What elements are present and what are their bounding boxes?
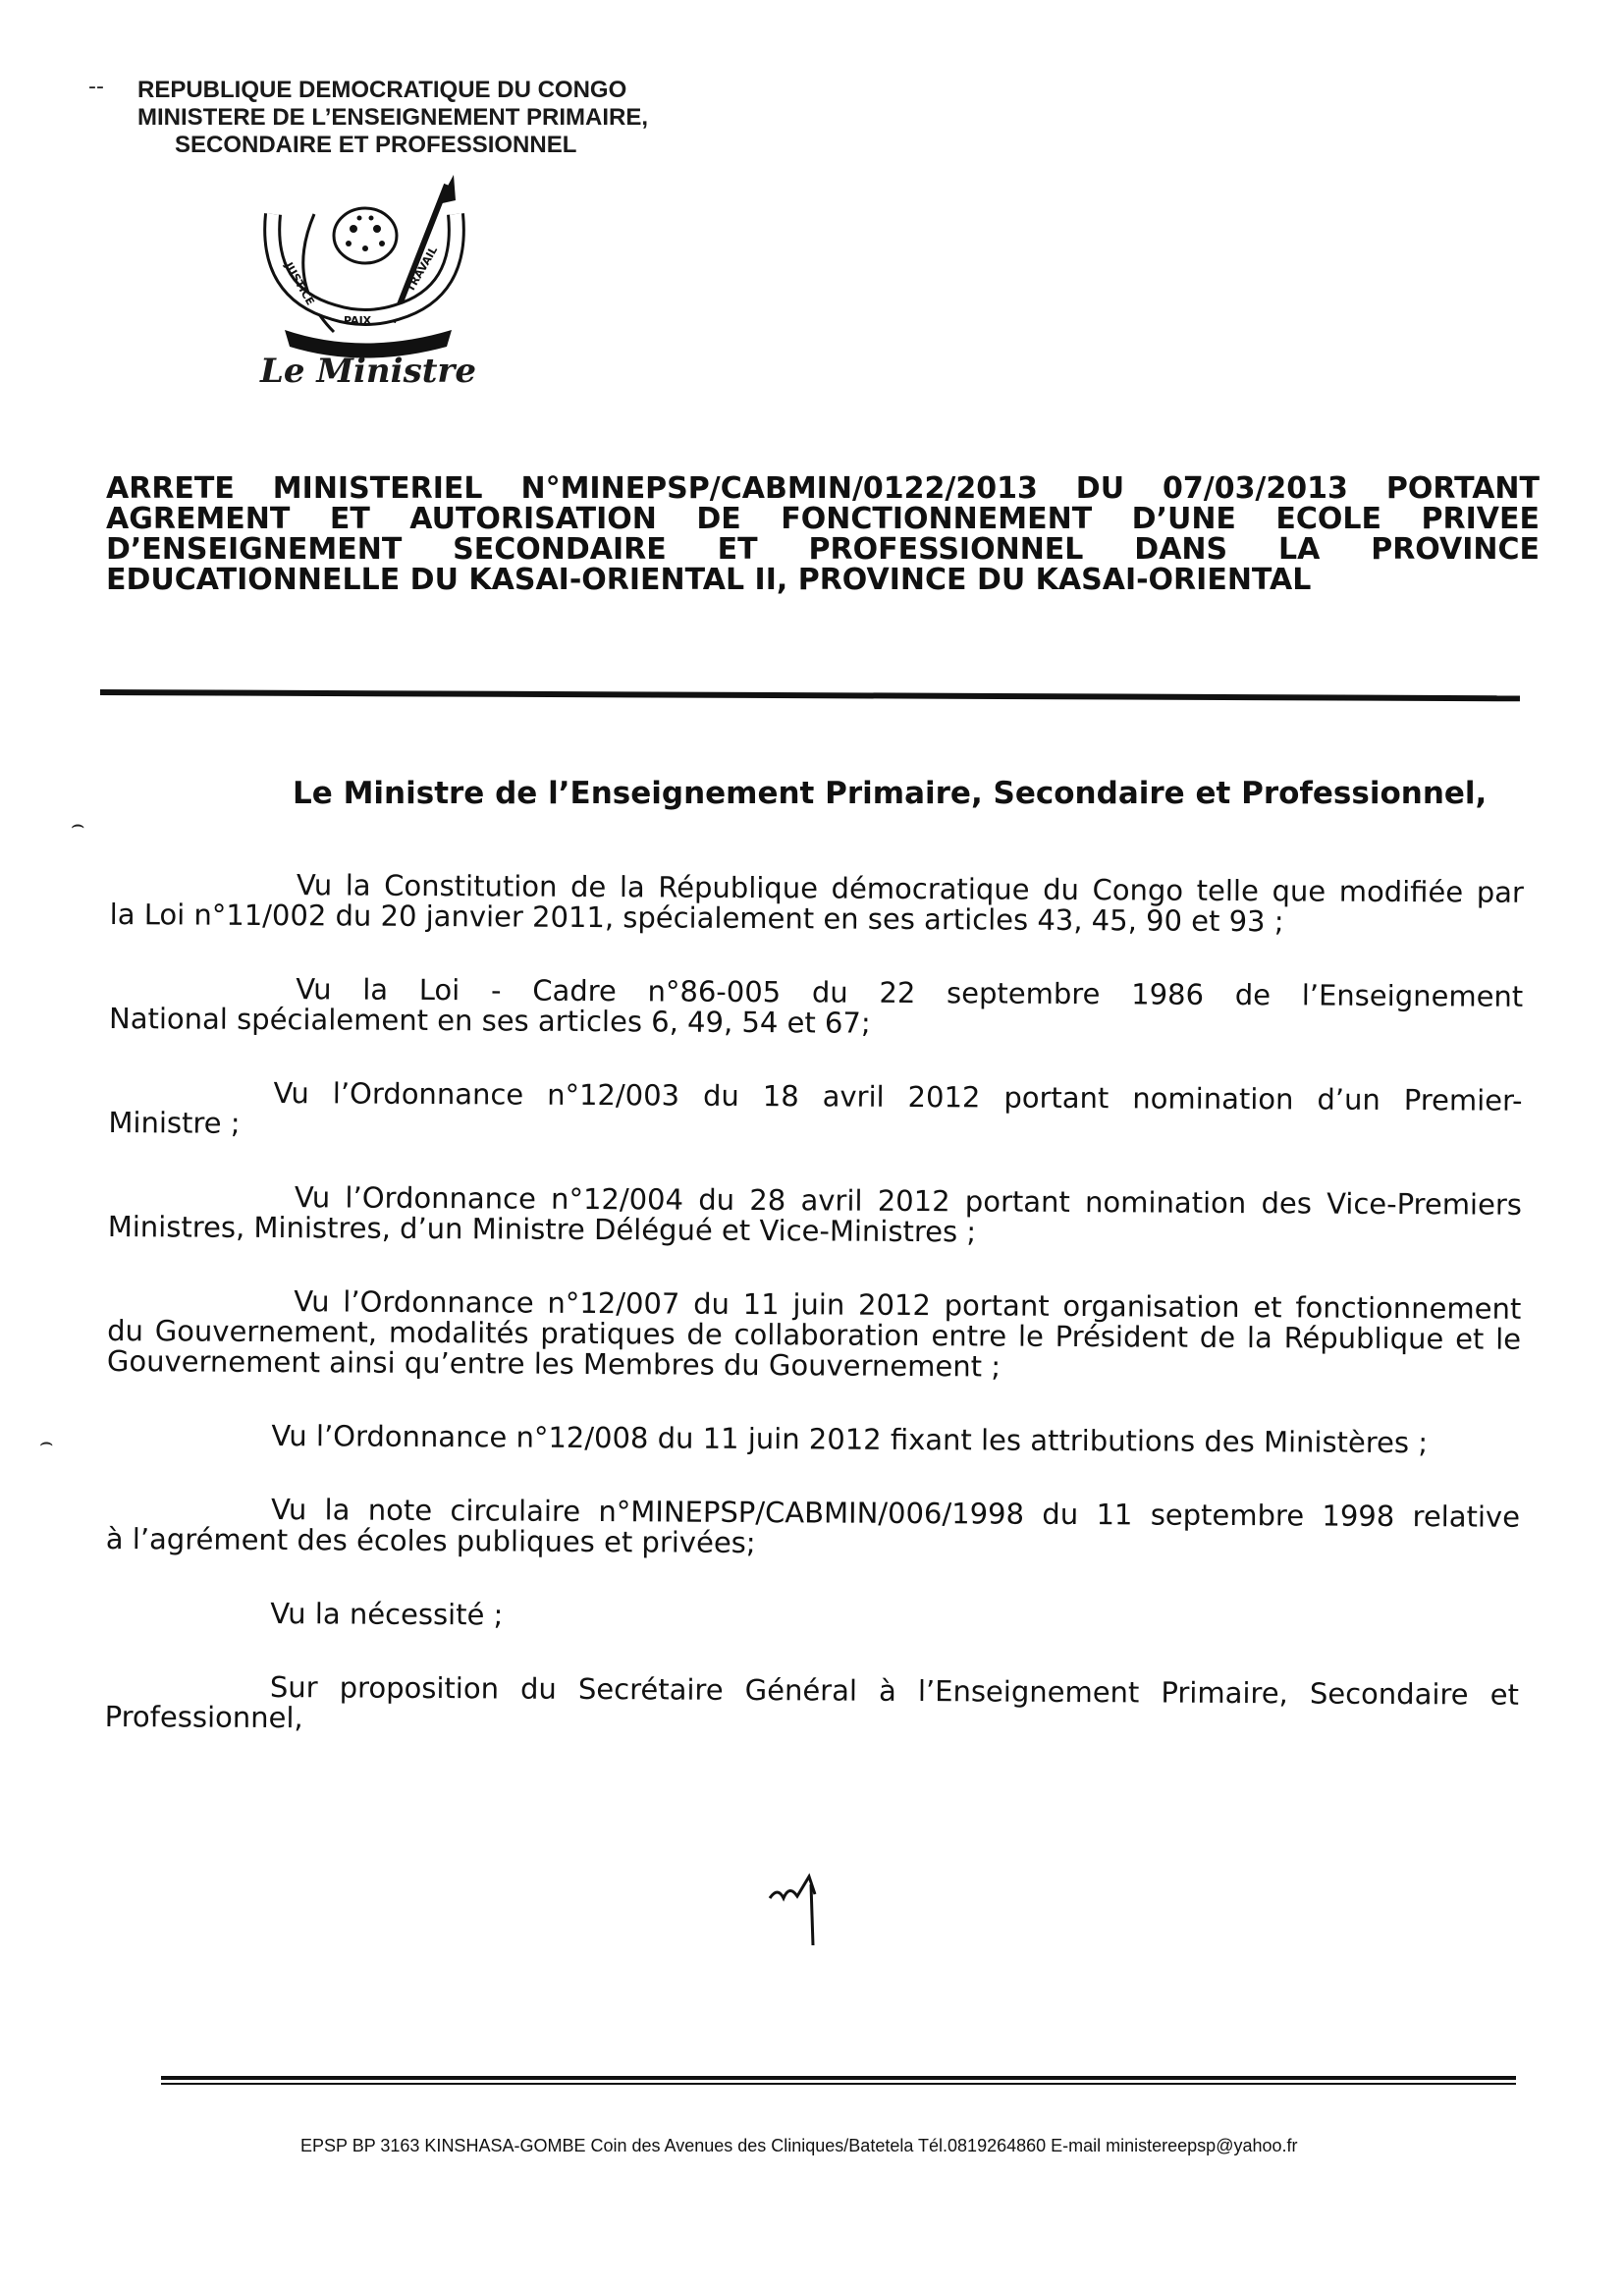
paragraph-line: Ministres, Ministres, d’un Ministre Délégué et Vice-Ministres ; <box>107 1209 977 1249</box>
decree-title-line-1: ARRETE MINISTERIEL N°MINEPSP/CABMIN/0122/2013 DU 07/03/2013 PORTANT <box>106 471 1540 506</box>
paragraph-line: Gouvernement ainsi qu’entre les Membres du Gouvernement ; <box>106 1343 1001 1384</box>
minister-signature-block: Le Ministre <box>260 352 476 391</box>
preamble-paragraph <box>108 1077 1522 1147</box>
scan-mark: ⌢ <box>71 813 85 838</box>
paragraph-line: National spécialement en ses articles 6, 49, 54 et 67; <box>108 1001 871 1040</box>
decree-title-line-4: EDUCATIONNELLE DU KASAI-ORIENTAL II, PROVINCE DU KASAI-ORIENTAL <box>106 563 1312 597</box>
letterhead-line-2: MINISTERE DE L’ENSEIGNEMENT PRIMAIRE, <box>137 104 649 131</box>
preamble-paragraph <box>105 1598 1519 1637</box>
letterhead-line-3: SECONDAIRE ET PROFESSIONNEL <box>175 132 577 158</box>
preamble-paragraph <box>107 1285 1522 1386</box>
paragraph-line: Vu l’Ordonnance n°12/003 du 18 avril 2012 portant nomination d’un Premier- <box>273 1076 1523 1117</box>
letterhead <box>137 77 648 159</box>
decree-title-line-2: AGREMENT ET AUTORISATION DE FONCTIONNEMENT D’UNE ECOLE PRIVEE <box>106 502 1540 536</box>
paragraph-line: Vu la nécessité ; <box>270 1597 504 1632</box>
preamble-paragraph <box>106 1494 1520 1563</box>
paragraph-line: Sur proposition du Secrétaire Général à l’Enseignement Primaire, Secondaire et <box>269 1670 1519 1712</box>
paragraph-line: la Loi n°11/002 du 20 janvier 2011, spécialement en ses articles 43, 45, 90 et 93 ; <box>109 897 1284 939</box>
preamble-body <box>104 869 1524 1784</box>
footer-divider <box>161 2076 1516 2080</box>
preamble-paragraph <box>110 869 1524 939</box>
paragraph-line: à l’agrément des écoles publiques et privées; <box>105 1521 756 1560</box>
preamble-paragraph <box>109 973 1523 1043</box>
preamble-paragraph <box>106 1420 1520 1459</box>
minister-heading: Le Ministre de l’Enseignement Primaire, Secondaire et Professionnel, <box>293 776 1488 811</box>
footer-contact: EPSP BP 3163 KINSHASA-GOMBE Coin des Avenues des Cliniques/Batetela Tél.0819264860 E-mail ministereepsp@yahoo.fr <box>300 2136 1298 2155</box>
paragraph-line: Professionnel, <box>104 1699 303 1735</box>
decree-title-line-3: D’ENSEIGNEMENT SECONDAIRE ET PROFESSIONNEL DANS LA PROVINCE <box>106 532 1540 567</box>
footer-divider <box>161 2083 1516 2085</box>
paragraph-line: Vu la note circulaire n°MINEPSP/CABMIN/006/1998 du 11 septembre 1998 relative <box>270 1493 1521 1534</box>
svg-text:PAIX: PAIX <box>344 314 372 327</box>
letterhead-line-1: REPUBLIQUE DEMOCRATIQUE DU CONGO <box>137 77 627 103</box>
scan-mark: ⌢ <box>39 1431 54 1455</box>
paragraph-line: Vu l’Ordonnance n°12/008 du 11 juin 2012 fixant les attributions des Ministères ; <box>271 1419 1429 1460</box>
decree-title <box>106 473 1540 595</box>
paragraph-line: Ministre ; <box>108 1105 241 1140</box>
preamble-paragraph <box>105 1671 1519 1741</box>
paragraph-line: Vu l’Ordonnance n°12/007 du 11 juin 2012 portant organisation et fonctionnement <box>294 1284 1522 1326</box>
paragraph-line: du Gouvernement, modalités pratiques de collaboration entre le Président de la République et le <box>107 1313 1522 1356</box>
svg-text:TRAVAIL: TRAVAIL <box>404 244 441 295</box>
paragraph-line: Vu l’Ordonnance n°12/004 du 28 avril 2012 portant nomination des Vice-Premiers <box>294 1180 1523 1222</box>
scan-mark: -‑ <box>88 75 104 99</box>
coat-of-arms-emblem <box>245 175 501 381</box>
preamble-paragraph <box>108 1181 1522 1251</box>
handwritten-initials <box>766 1871 835 1949</box>
svg-text:JUSTICE: JUSTICE <box>282 260 317 308</box>
paragraph-line: Vu la Loi - Cadre n°86-005 du 22 septembre 1986 de l’Enseignement <box>296 972 1524 1013</box>
paragraph-line: Vu la Constitution de la République démocratique du Congo telle que modifiée par <box>296 868 1524 909</box>
title-divider <box>100 689 1520 701</box>
